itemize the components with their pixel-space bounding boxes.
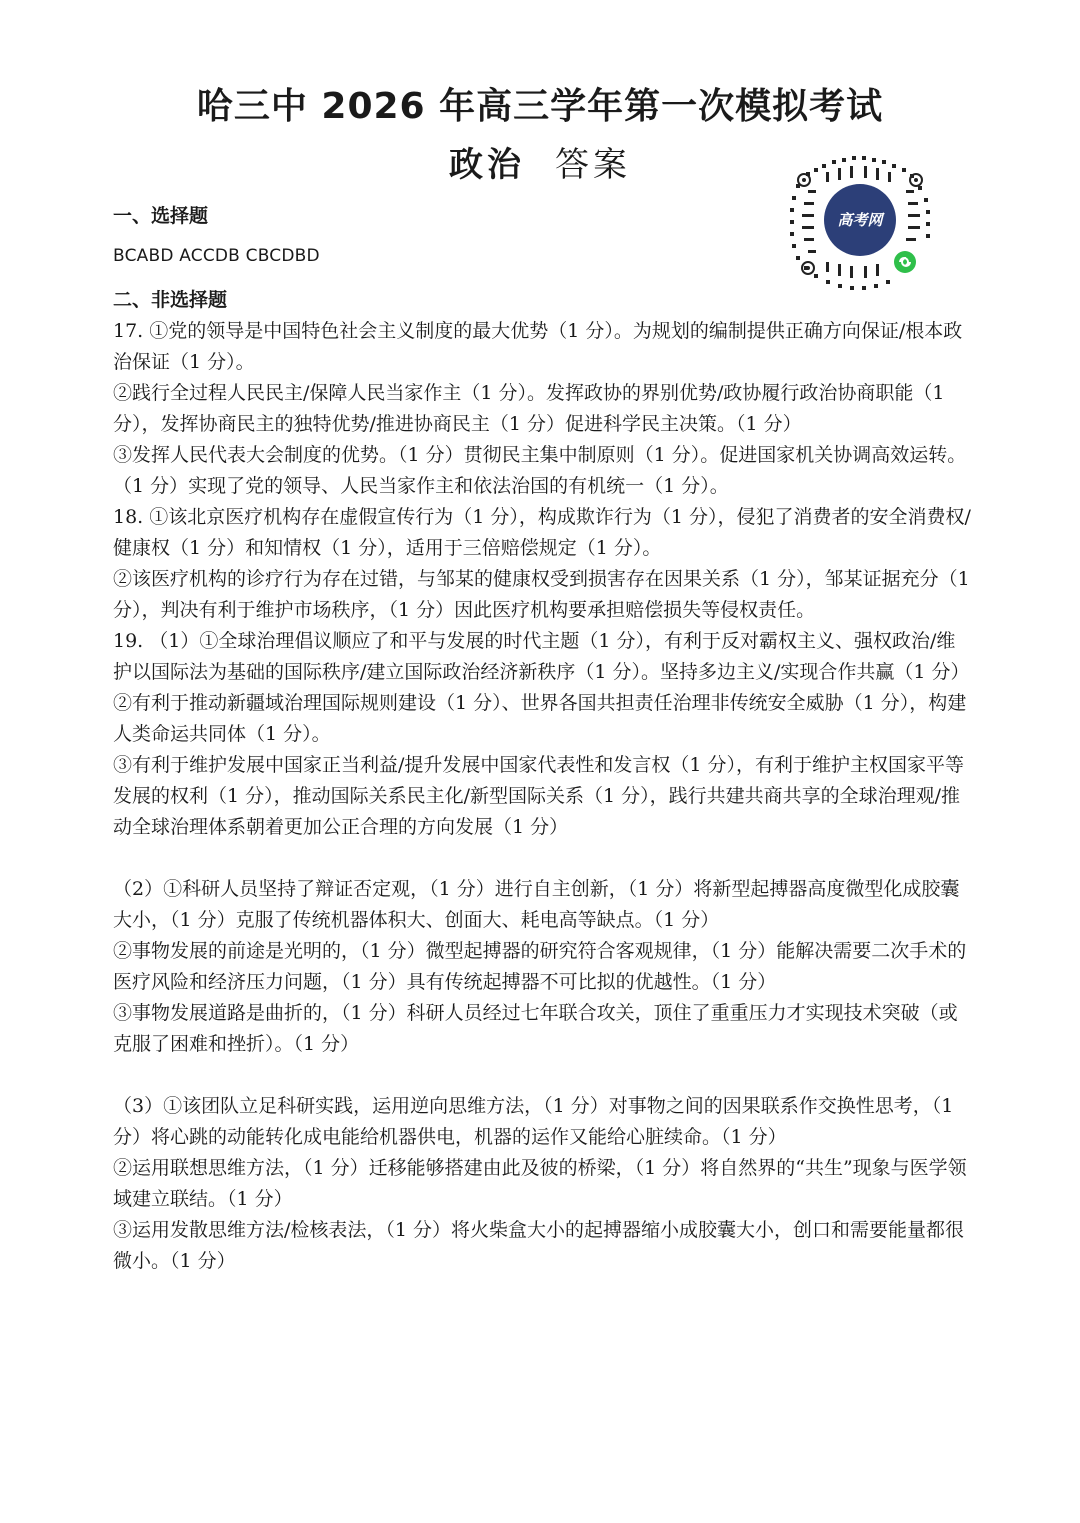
answer-paragraph: ③事物发展道路是曲折的，（1 分）科研人员经过七年联合攻关，顶住了重重压力才实现技术突破（或克服了困难和挫折）。（1 分） [113, 1002, 958, 1055]
answer-paragraph: 18. ①该北京医疗机构存在虚假宣传行为（1 分），构成欺诈行为（1 分），侵犯了消费者的安全消费权/健康权（1 分）和知情权（1 分），适用于三倍赔偿规定（1 分）。 [113, 506, 971, 559]
answer-paragraph: ③运用发散思维方法/检核表法，（1 分）将火柴盒大小的起搏器缩小成胶囊大小，创口和需要能量都很微小。（1 分） [113, 1219, 965, 1272]
paragraph-spacer [113, 1060, 973, 1091]
answer-paragraph: ③发挥人民代表大会制度的优势。（1 分）贯彻民主集中制原则（1 分）。促进国家机关协调高效运转。（1 分）实现了党的领导、人民当家作主和依法治国的有机统一（1 分）。 [113, 444, 967, 497]
answer-paragraph: ②践行全过程人民民主/保障人民当家作主（1 分）。发挥政协的界别优势/政协履行政治协商职能（1 分），发挥协商民主的独特优势/推进协商民主（1 分）促进科学民主决策。（1 分） [113, 382, 945, 435]
answer-paragraph: 19. （1）①全球治理倡议顺应了和平与发展的时代主题（1 分），有利于反对霸权主义、强权政治/维护以国际法为基础的国际秩序/建立国际政治经济新秩序（1 分）。坚持多边主义/实现合作共赢（1 分） [113, 630, 970, 683]
paragraph-spacer [113, 843, 973, 874]
answer-label: 答案 [555, 145, 631, 185]
qr-code-image [786, 150, 936, 295]
answer-paragraph: ②运用联想思维方法，（1 分）迁移能够搭建由此及彼的桥梁，（1 分）将自然界的“共生”现象与医学领域建立联结。（1 分） [113, 1157, 967, 1210]
answer-paragraph: ②有利于推动新疆域治理国际规则建设（1 分）、世界各国共担责任治理非传统安全威胁（1 分），构建人类命运共同体（1 分）。 [113, 692, 967, 745]
essay-answers [113, 316, 973, 1277]
answer-paragraph: ②事物发展的前途是光明的，（1 分）微型起搏器的研究符合客观规律，（1 分）能解决需要二次手术的医疗风险和经济压力问题，（1 分）具有传统起搏器不可比拟的优越性。（1 分） [113, 940, 967, 993]
answer-paragraph: 17. ①党的领导是中国特色社会主义制度的最大优势（1 分）。为规划的编制提供正确方向保证/根本政治保证（1 分）。 [113, 320, 963, 373]
answer-paragraph: ③有利于维护发展中国家正当利益/提升发展中国家代表性和发言权（1 分），有利于维护主权国家平等发展的权利（1 分），推动国际关系民主化/新型国际关系（1 分），践行共建共商共享的全球治理观/推动全球治理体系朝着更加公正合理的方向发展（1 分） [113, 754, 965, 838]
subject-label: 政治 [449, 145, 525, 185]
section-essay-heading: 二、非选择题 [113, 289, 228, 311]
choice-answers: BCABD ACCDB CBCDBD [113, 246, 320, 266]
section-choice-heading: 一、选择题 [113, 205, 209, 227]
page-title: 哈三中 2026 年高三学年第一次模拟考试 [196, 86, 884, 127]
qr-logo-text: 高考网 [837, 211, 883, 229]
answer-paragraph: （3）①该团队立足科研实践，运用逆向思维方法，（1 分）对事物之间的因果联系作交换性思考，（1 分）将心跳的动能转化成电能给机器供电，机器的运作又能给心脏续命。（1 分） [113, 1095, 954, 1148]
answer-paragraph: ②该医疗机构的诊疗行为存在过错，与邹某的健康权受到损害存在因果关系（1 分），邹某证据充分（1 分），判决有利于维护市场秩序，（1 分）因此医疗机构要承担赔偿损失等侵权责任。 [113, 568, 970, 621]
answer-paragraph: （2）①科研人员坚持了辩证否定观，（1 分）进行自主创新，（1 分）将新型起搏器高度微型化成胶囊大小，（1 分）克服了传统机器体积大、创面大、耗电高等缺点。（1 分） [113, 878, 960, 931]
